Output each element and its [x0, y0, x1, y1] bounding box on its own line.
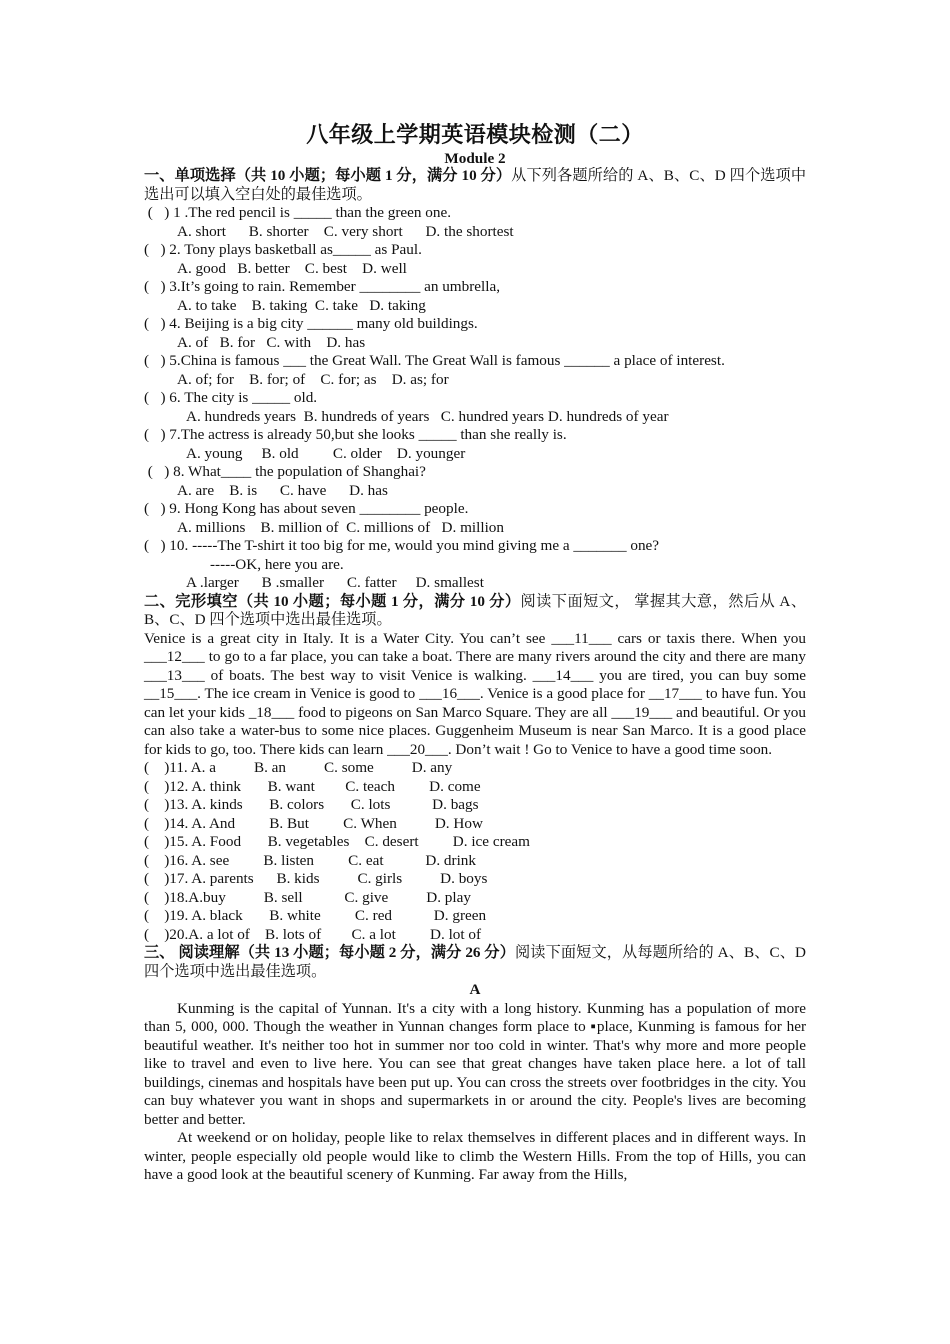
- question-options: A. millions B. million of C. millions of D. million: [177, 518, 504, 536]
- question-stem: ( ) 5.China is famous ___ the Great Wall. The Great Wall is famous ______ a place of interest.: [144, 352, 725, 369]
- cloze-option-row: ( )17. A. parents B. kids C. girls D. boys: [144, 870, 488, 887]
- page-title: 八年级上学期英语模块检测（二）: [306, 123, 644, 148]
- question-options: A. short B. shorter C. very short D. the shortest: [177, 222, 514, 240]
- question-options: A. of; for B. for; of C. for; as D. as; for: [177, 370, 449, 388]
- question-stem: ( ) 6. The city is _____ old.: [144, 389, 318, 406]
- question-10: [144, 537, 806, 593]
- question-stem: ( ) 8. What____ the population of Shanghai?: [144, 463, 426, 480]
- multiple-choice-list: [144, 204, 806, 537]
- question-stem: ( ) 3.It’s going to rain. Remember ________ an umbrella,: [144, 278, 500, 295]
- cloze-option-row: ( )14. A. And B. But C. When D. How: [144, 814, 483, 832]
- question-stem: ( ) 9. Hong Kong has about seven ________ people.: [144, 500, 469, 517]
- question-item: [144, 352, 806, 389]
- passage-label: A: [469, 981, 481, 998]
- cloze-option-row: ( )13. A. kinds B. colors C. lots D. bags: [144, 796, 479, 813]
- question-options: A. hundreds years B. hundreds of years C. hundred years D. hundreds of year: [186, 407, 669, 425]
- question-stem: ( ) 4. Beijing is a big city ______ many old buildings.: [144, 315, 478, 332]
- section3-instruction: 阅读下面短文，从每题所给的 A、B、C、D 四个选项中选出最佳选项。: [144, 944, 806, 980]
- section1-heading: 一、单项选择（共 10 小题；每小题 1 分，满分 10 分）: [144, 167, 512, 184]
- question-stem: ( ) 10. -----The T-shirt it too big for me, would you mind giving me a _______ one?: [144, 537, 660, 554]
- question-item: [144, 315, 806, 352]
- cloze-option-row: ( )15. A. Food B. vegetables C. desert D. ice cream: [144, 833, 530, 850]
- cloze-option-row: ( )19. A. black B. white C. red D. green: [144, 907, 487, 924]
- section3-heading: 三、 阅读理解（共 13 小题；每小题 2 分，满分 26 分）: [144, 944, 515, 961]
- question-stem: ( ) 7.The actress is already 50,but she looks _____ than she really is.: [144, 426, 567, 443]
- exam-page: [144, 122, 806, 1185]
- section2-header: [144, 593, 806, 630]
- cloze-passage: Venice is a great city in Italy. It is a Water City. You can’t see ___11___ cars or taxis there. When you ___12___ to go to a far place, you can take a boat. There are many rivers around the city and there are many ___13___ of boats. The best way to visit Venice is walking. ___14___ you are tired, you can buy some __15___. The ice cream in Venice is good to ___16___. Venice is a good place for __17___ to have fun. You can let your kids _18___ food to pigeons on San Marco Square. They are all ___19___ and beautiful. Or you can also take a water-bus to some nice places. Guggenheim Museum is near San Marco. It is a good place for kids to go, too. There kids can learn ___20___. Don’t wait ! Go to Venice to have a good time soon.: [144, 629, 806, 758]
- module-subtitle: Module 2: [444, 150, 506, 167]
- cloze-option-row: ( )20.A. a lot of B. lots of C. a lot D. lot of: [144, 925, 482, 943]
- question-options: A. young B. old C. older D. younger: [186, 444, 466, 462]
- section1-instruction: 从下列各题所给的 A、B、C、D 四个选项中选出可以填入空白处的最佳选项。: [144, 167, 807, 203]
- question-options: A. are B. is C. have D. has: [177, 481, 388, 499]
- cloze-option-row: ( )12. A. think B. want C. teach D. come: [144, 777, 481, 795]
- cloze-options-list: [144, 759, 806, 944]
- question-options: A .larger B .smaller C. fatter D. smallest: [186, 574, 484, 591]
- section2-instruction: 阅读下面短文， 掌握其大意，然后从 A、B、C、D 四个选项中选出最佳选项。: [144, 592, 807, 628]
- cloze-option-row: ( )11. A. a B. an C. some D. any: [144, 759, 453, 776]
- question-item: [144, 204, 806, 241]
- cloze-option-row: ( )16. A. see B. listen C. eat D. drink: [144, 851, 476, 869]
- question-options: A. to take B. taking C. take D. taking: [177, 296, 426, 314]
- question-item: [144, 463, 806, 500]
- section3-header: [144, 944, 806, 981]
- question-item: [144, 426, 806, 463]
- question-stem: ( ) 2. Tony plays basketball as_____ as Paul.: [144, 241, 422, 258]
- reading-paragraph-1: Kunming is the capital of Yunnan. It's a city with a long history. Kunming has a population of more than 5, 000, 000. Though the weather in Yunnan changes form place to ▪place, Kunming is famous for her beautiful weather. It's neither too hot in summer nor too cold in winter. That's why more and more people like to travel and even to live here. You can see that great changes have taken place here. a lot of tall buildings, cinemas and hospitals have been put up. You can cross the streets over footbridges in the city. You can buy whatever you want in shops and supermarkets in or around the city. People's lives are becoming better and better.: [144, 999, 806, 1128]
- reading-paragraph-2: At weekend or on holiday, people like to relax themselves in different places and in different ways. In winter, people especially old people would like to climb the Western Hills. From the top of Hills, you can have a good look at the beautiful scenery of Kunming. Far away from the Hills,: [144, 1129, 806, 1183]
- question-item: [144, 241, 806, 278]
- question-stem: ( ) 1 .The red pencil is _____ than the green one.: [144, 204, 452, 221]
- section1-header: [144, 167, 806, 204]
- question-options: A. good B. better C. best D. well: [177, 259, 407, 277]
- cloze-option-row: ( )18.A.buy B. sell C. give D. play: [144, 888, 471, 906]
- question-reply: -----OK, here you are.: [210, 555, 344, 573]
- question-options: A. of B. for C. with D. has: [177, 333, 366, 351]
- question-item: [144, 500, 806, 537]
- question-item: [144, 278, 806, 315]
- section2-heading: 二、完形填空（共 10 小题；每小题 1 分，满分 10 分）: [144, 592, 521, 610]
- question-item: [144, 389, 806, 426]
